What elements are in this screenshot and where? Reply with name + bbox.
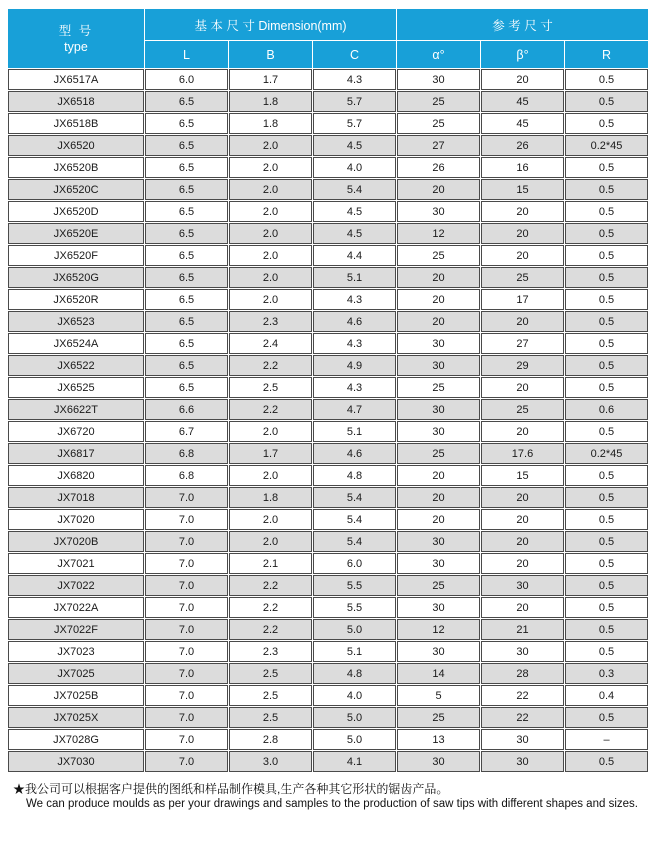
value-cell: 30: [397, 201, 480, 222]
value-cell: 6.5: [145, 91, 228, 112]
value-cell: 2.0: [229, 465, 312, 486]
value-cell: 0.5: [565, 575, 648, 596]
header-dimension-group: 基 本 尺 寸 Dimension(mm): [145, 9, 396, 40]
value-cell: 2.0: [229, 421, 312, 442]
value-cell: 6.5: [145, 113, 228, 134]
value-cell: 29: [481, 355, 564, 376]
value-cell: 27: [481, 333, 564, 354]
value-cell: 3.0: [229, 751, 312, 772]
value-cell: 17: [481, 289, 564, 310]
value-cell: 5: [397, 685, 480, 706]
value-cell: 20: [481, 69, 564, 90]
value-cell: 4.5: [313, 223, 396, 244]
value-cell: 15: [481, 465, 564, 486]
value-cell: 7.0: [145, 751, 228, 772]
table-row: [8, 707, 648, 728]
type-cell: JX6518: [8, 91, 144, 112]
value-cell: 6.5: [145, 179, 228, 200]
value-cell: –: [565, 729, 648, 750]
value-cell: 25: [397, 707, 480, 728]
value-cell: 5.1: [313, 421, 396, 442]
table-row: [8, 575, 648, 596]
type-cell: JX6520F: [8, 245, 144, 266]
value-cell: 5.4: [313, 531, 396, 552]
value-cell: 4.9: [313, 355, 396, 376]
value-cell: 7.0: [145, 729, 228, 750]
value-cell: 25: [481, 399, 564, 420]
value-cell: 20: [481, 311, 564, 332]
value-cell: 22: [481, 707, 564, 728]
value-cell: 0.5: [565, 531, 648, 552]
value-cell: 7.0: [145, 619, 228, 640]
value-cell: 1.8: [229, 91, 312, 112]
value-cell: 27: [397, 135, 480, 156]
value-cell: 4.8: [313, 663, 396, 684]
value-cell: 5.1: [313, 267, 396, 288]
table-row: [8, 685, 648, 706]
table-row: [8, 487, 648, 508]
value-cell: 5.0: [313, 707, 396, 728]
value-cell: 25: [397, 245, 480, 266]
value-cell: 0.5: [565, 707, 648, 728]
type-cell: JX7028G: [8, 729, 144, 750]
value-cell: 30: [481, 575, 564, 596]
value-cell: 4.8: [313, 465, 396, 486]
value-cell: 20: [397, 311, 480, 332]
table-row: [8, 91, 648, 112]
value-cell: 7.0: [145, 641, 228, 662]
value-cell: 2.5: [229, 663, 312, 684]
type-cell: JX6520C: [8, 179, 144, 200]
value-cell: 2.1: [229, 553, 312, 574]
value-cell: 25: [397, 91, 480, 112]
table-row: [8, 729, 648, 750]
type-cell: JX6622T: [8, 399, 144, 420]
value-cell: 2.2: [229, 355, 312, 376]
value-cell: 26: [481, 135, 564, 156]
type-cell: JX7020: [8, 509, 144, 530]
value-cell: 30: [397, 751, 480, 772]
type-cell: JX7022F: [8, 619, 144, 640]
value-cell: 12: [397, 223, 480, 244]
value-cell: 6.5: [145, 267, 228, 288]
value-cell: 30: [481, 729, 564, 750]
value-cell: 30: [397, 597, 480, 618]
value-cell: 0.5: [565, 377, 648, 398]
value-cell: 30: [397, 421, 480, 442]
value-cell: 20: [481, 377, 564, 398]
value-cell: 0.3: [565, 663, 648, 684]
value-cell: 0.5: [565, 223, 648, 244]
value-cell: 2.2: [229, 399, 312, 420]
table-row: [8, 267, 648, 288]
header-col-r: R: [565, 41, 648, 68]
value-cell: 25: [397, 443, 480, 464]
value-cell: 22: [481, 685, 564, 706]
value-cell: 20: [481, 553, 564, 574]
header-col-b: B: [229, 41, 312, 68]
value-cell: 4.4: [313, 245, 396, 266]
value-cell: 20: [397, 509, 480, 530]
value-cell: 30: [397, 399, 480, 420]
value-cell: 7.0: [145, 597, 228, 618]
value-cell: 2.0: [229, 179, 312, 200]
value-cell: 6.0: [313, 553, 396, 574]
value-cell: 2.2: [229, 575, 312, 596]
value-cell: 0.5: [565, 619, 648, 640]
value-cell: 30: [397, 641, 480, 662]
value-cell: 0.5: [565, 267, 648, 288]
value-cell: 20: [481, 201, 564, 222]
value-cell: 15: [481, 179, 564, 200]
type-cell: JX6523: [8, 311, 144, 332]
value-cell: 2.0: [229, 289, 312, 310]
value-cell: 2.5: [229, 707, 312, 728]
type-cell: JX7020B: [8, 531, 144, 552]
type-cell: JX7022A: [8, 597, 144, 618]
value-cell: 1.8: [229, 113, 312, 134]
value-cell: 5.5: [313, 575, 396, 596]
value-cell: 7.0: [145, 685, 228, 706]
value-cell: 20: [481, 597, 564, 618]
type-cell: JX7030: [8, 751, 144, 772]
value-cell: 20: [397, 267, 480, 288]
value-cell: 0.5: [565, 289, 648, 310]
value-cell: 21: [481, 619, 564, 640]
value-cell: 16: [481, 157, 564, 178]
value-cell: 2.0: [229, 531, 312, 552]
table-row: [8, 619, 648, 640]
header-col-c: C: [313, 41, 396, 68]
type-cell: JX6524A: [8, 333, 144, 354]
table-row: [8, 399, 648, 420]
value-cell: 0.5: [565, 333, 648, 354]
value-cell: 0.2*45: [565, 135, 648, 156]
type-cell: JX7018: [8, 487, 144, 508]
value-cell: 2.2: [229, 619, 312, 640]
value-cell: 2.0: [229, 157, 312, 178]
table-row: [8, 157, 648, 178]
value-cell: 20: [481, 421, 564, 442]
table-row: [8, 135, 648, 156]
value-cell: 0.5: [565, 641, 648, 662]
value-cell: 30: [397, 553, 480, 574]
value-cell: 20: [397, 179, 480, 200]
table-row: [8, 553, 648, 574]
footnote-zh: ★我公司可以根据客户提供的图纸和样品制作模具,生产各种其它形状的锯齿产品。: [13, 782, 449, 796]
value-cell: 2.0: [229, 135, 312, 156]
value-cell: 0.5: [565, 201, 648, 222]
value-cell: 45: [481, 91, 564, 112]
spec-table: [7, 8, 649, 773]
value-cell: 6.8: [145, 443, 228, 464]
table-row: [8, 663, 648, 684]
value-cell: 2.3: [229, 311, 312, 332]
value-cell: 25: [397, 113, 480, 134]
value-cell: 4.0: [313, 157, 396, 178]
value-cell: 0.6: [565, 399, 648, 420]
value-cell: 0.5: [565, 91, 648, 112]
type-cell: JX7023: [8, 641, 144, 662]
type-cell: JX7022: [8, 575, 144, 596]
value-cell: 2.0: [229, 223, 312, 244]
value-cell: 4.3: [313, 377, 396, 398]
value-cell: 20: [481, 509, 564, 530]
value-cell: 6.5: [145, 355, 228, 376]
value-cell: 25: [481, 267, 564, 288]
value-cell: 0.5: [565, 179, 648, 200]
type-cell: JX6520: [8, 135, 144, 156]
value-cell: 6.6: [145, 399, 228, 420]
value-cell: 5.7: [313, 91, 396, 112]
value-cell: 30: [397, 531, 480, 552]
value-cell: 6.0: [145, 69, 228, 90]
value-cell: 6.5: [145, 377, 228, 398]
type-cell: JX6522: [8, 355, 144, 376]
table-row: [8, 377, 648, 398]
value-cell: 6.5: [145, 311, 228, 332]
type-cell: JX6820: [8, 465, 144, 486]
header-col-beta: β°: [481, 41, 564, 68]
table-row: [8, 355, 648, 376]
value-cell: 20: [397, 487, 480, 508]
table-row: [8, 69, 648, 90]
value-cell: 26: [397, 157, 480, 178]
table-row: [8, 465, 648, 486]
value-cell: 30: [481, 751, 564, 772]
value-cell: 1.7: [229, 69, 312, 90]
value-cell: 0.5: [565, 113, 648, 134]
value-cell: 6.5: [145, 245, 228, 266]
value-cell: 2.3: [229, 641, 312, 662]
table-row: [8, 443, 648, 464]
value-cell: 0.5: [565, 465, 648, 486]
type-cell: JX6520E: [8, 223, 144, 244]
value-cell: 2.0: [229, 509, 312, 530]
value-cell: 4.1: [313, 751, 396, 772]
value-cell: 14: [397, 663, 480, 684]
value-cell: 4.0: [313, 685, 396, 706]
value-cell: 2.4: [229, 333, 312, 354]
value-cell: 0.5: [565, 751, 648, 772]
type-cell: JX6520D: [8, 201, 144, 222]
table-row: [8, 201, 648, 222]
value-cell: 7.0: [145, 553, 228, 574]
value-cell: 28: [481, 663, 564, 684]
value-cell: 6.5: [145, 333, 228, 354]
value-cell: 25: [397, 377, 480, 398]
value-cell: 20: [481, 245, 564, 266]
value-cell: 0.5: [565, 553, 648, 574]
value-cell: 30: [397, 355, 480, 376]
value-cell: 30: [397, 69, 480, 90]
header-type-en: type: [64, 39, 88, 54]
value-cell: 12: [397, 619, 480, 640]
value-cell: 2.5: [229, 685, 312, 706]
table-row: [8, 531, 648, 552]
table-row: [8, 421, 648, 442]
type-cell: JX7025: [8, 663, 144, 684]
value-cell: 20: [397, 289, 480, 310]
table-row: [8, 597, 648, 618]
value-cell: 1.8: [229, 487, 312, 508]
value-cell: 6.7: [145, 421, 228, 442]
table-row: [8, 333, 648, 354]
table-row: [8, 311, 648, 332]
value-cell: 4.5: [313, 201, 396, 222]
value-cell: 25: [397, 575, 480, 596]
value-cell: 5.4: [313, 509, 396, 530]
table-row: [8, 245, 648, 266]
value-cell: 2.5: [229, 377, 312, 398]
table-body: [8, 69, 648, 772]
value-cell: 4.7: [313, 399, 396, 420]
table-row: [8, 289, 648, 310]
value-cell: 1.7: [229, 443, 312, 464]
value-cell: 7.0: [145, 663, 228, 684]
type-cell: JX6518B: [8, 113, 144, 134]
value-cell: 0.2*45: [565, 443, 648, 464]
value-cell: 7.0: [145, 707, 228, 728]
header-col-alpha: α°: [397, 41, 480, 68]
type-cell: JX6520G: [8, 267, 144, 288]
value-cell: 0.5: [565, 69, 648, 90]
value-cell: 6.5: [145, 201, 228, 222]
value-cell: 6.5: [145, 223, 228, 244]
value-cell: 2.2: [229, 597, 312, 618]
value-cell: 7.0: [145, 509, 228, 530]
header-type: [8, 9, 144, 68]
header-type-zh: 型 号: [58, 23, 94, 38]
value-cell: 7.0: [145, 531, 228, 552]
value-cell: 6.5: [145, 157, 228, 178]
value-cell: 2.0: [229, 201, 312, 222]
type-cell: JX7021: [8, 553, 144, 574]
table-header: [8, 9, 648, 68]
value-cell: 20: [481, 487, 564, 508]
value-cell: 0.5: [565, 245, 648, 266]
value-cell: 5.4: [313, 179, 396, 200]
value-cell: 5.0: [313, 619, 396, 640]
table-row: [8, 509, 648, 530]
header-reference-group: 参 考 尺 寸: [397, 9, 648, 40]
value-cell: 20: [397, 465, 480, 486]
value-cell: 6.5: [145, 289, 228, 310]
table-row: [8, 113, 648, 134]
value-cell: 0.5: [565, 509, 648, 530]
value-cell: 7.0: [145, 575, 228, 596]
value-cell: 5.0: [313, 729, 396, 750]
header-col-l: L: [145, 41, 228, 68]
value-cell: 45: [481, 113, 564, 134]
value-cell: 0.5: [565, 157, 648, 178]
value-cell: 0.5: [565, 487, 648, 508]
value-cell: 6.8: [145, 465, 228, 486]
value-cell: 0.5: [565, 311, 648, 332]
type-cell: JX7025X: [8, 707, 144, 728]
table-row: [8, 641, 648, 662]
value-cell: 4.3: [313, 69, 396, 90]
table-row: [8, 751, 648, 772]
value-cell: 5.5: [313, 597, 396, 618]
value-cell: 2.0: [229, 267, 312, 288]
value-cell: 6.5: [145, 135, 228, 156]
value-cell: 4.6: [313, 311, 396, 332]
value-cell: 5.7: [313, 113, 396, 134]
table-row: [8, 179, 648, 200]
table-row: [8, 223, 648, 244]
type-cell: JX7025B: [8, 685, 144, 706]
type-cell: JX6525: [8, 377, 144, 398]
value-cell: 5.4: [313, 487, 396, 508]
value-cell: 30: [397, 333, 480, 354]
value-cell: 17.6: [481, 443, 564, 464]
value-cell: 4.3: [313, 333, 396, 354]
value-cell: 2.0: [229, 245, 312, 266]
value-cell: 2.8: [229, 729, 312, 750]
value-cell: 0.4: [565, 685, 648, 706]
footnote-en: We can produce moulds as per your drawings and samples to the production of saw tips with different shapes and sizes.: [26, 798, 638, 810]
type-cell: JX6520B: [8, 157, 144, 178]
value-cell: 4.3: [313, 289, 396, 310]
value-cell: 20: [481, 531, 564, 552]
footnote: [13, 782, 651, 812]
value-cell: 20: [481, 223, 564, 244]
type-cell: JX6517A: [8, 69, 144, 90]
type-cell: JX6520R: [8, 289, 144, 310]
value-cell: 0.5: [565, 355, 648, 376]
value-cell: 13: [397, 729, 480, 750]
value-cell: 5.1: [313, 641, 396, 662]
value-cell: 0.5: [565, 421, 648, 442]
value-cell: 0.5: [565, 597, 648, 618]
value-cell: 30: [481, 641, 564, 662]
type-cell: JX6720: [8, 421, 144, 442]
type-cell: JX6817: [8, 443, 144, 464]
value-cell: 4.5: [313, 135, 396, 156]
value-cell: 4.6: [313, 443, 396, 464]
value-cell: 7.0: [145, 487, 228, 508]
